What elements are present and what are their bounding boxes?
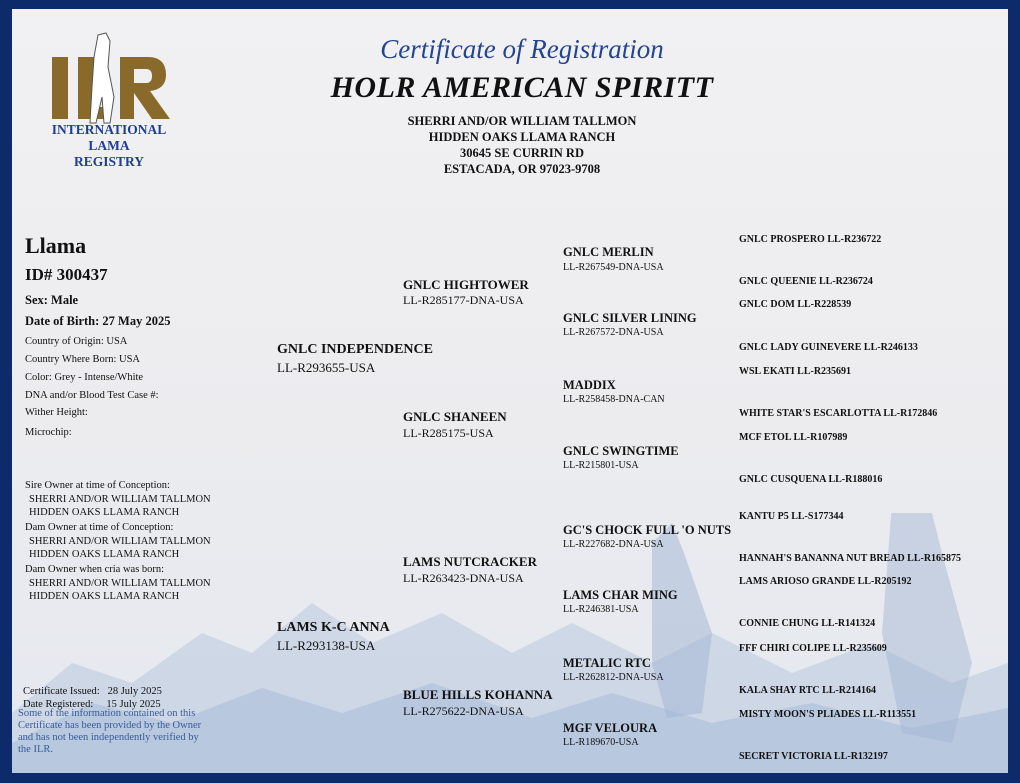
gen4-ancestor: GNLC DOM LL-R228539 bbox=[739, 299, 852, 310]
sire-reg: LL-R293655-USA bbox=[277, 360, 376, 375]
grandparent-reg: LL-R285177-DNA-USA bbox=[403, 293, 524, 307]
gen4-ancestor: WSL EKATI LL-R235691 bbox=[739, 366, 852, 377]
gen4-ancestor: MISTY MOON'S PLIADES LL-R113551 bbox=[739, 709, 917, 720]
gen4-ancestor: MCF ETOL LL-R107989 bbox=[739, 432, 848, 443]
great-grandparent-reg: LL-R246381-USA bbox=[563, 604, 639, 615]
registration-id: ID# 300437 bbox=[25, 265, 108, 284]
date-registered: Date Registered: 15 July 2025 bbox=[23, 699, 161, 710]
certificate-paper bbox=[12, 9, 1008, 773]
dob-value: 27 May 2025 bbox=[102, 314, 171, 328]
country-origin-field: Country of Origin: USA bbox=[25, 336, 128, 347]
ilr-logo-icon bbox=[38, 27, 178, 127]
dam-reg: LL-R293138-USA bbox=[277, 638, 376, 653]
great-grandparent-name: METALIC RTC bbox=[563, 656, 651, 670]
great-grandparent-name: MADDIX bbox=[563, 378, 616, 392]
logo-wordmark: INTERNATIONAL LAMA REGISTRY bbox=[51, 122, 167, 169]
dam-name: LAMS K-C ANNA bbox=[277, 620, 390, 635]
sex-field: Sex: Male bbox=[25, 293, 79, 307]
great-grandparent-name: LAMS CHAR MING bbox=[563, 588, 678, 602]
great-grandparent-name: MGF VELOURA bbox=[563, 721, 658, 735]
microchip-field: Microchip: bbox=[25, 427, 72, 438]
certificate-title: Certificate of Registration bbox=[380, 34, 664, 64]
great-grandparent-reg: LL-R215801-USA bbox=[563, 460, 639, 471]
gen4-ancestor: GNLC CUSQUENA LL-R188016 bbox=[739, 474, 883, 485]
sire-name: GNLC INDEPENDENCE bbox=[277, 342, 433, 357]
dob-field bbox=[25, 314, 170, 329]
dam-owner-value: SHERRI AND/OR WILLIAM TALLMON HIDDEN OAKS LLAMA RANCH bbox=[29, 536, 211, 560]
great-grandparent-name: GC'S CHOCK FULL 'O NUTS bbox=[563, 523, 732, 537]
great-grandparent-reg: LL-R227682-DNA-USA bbox=[563, 539, 664, 550]
verification-note: Some of the information contained on this Certificate has been provided by the Owner and has not been independently verified by the ILR. bbox=[18, 708, 202, 755]
dob-label: Date of Birth: bbox=[25, 314, 100, 328]
great-grandparent-reg: LL-R262812-DNA-USA bbox=[563, 672, 664, 683]
gen4-ancestor: KANTU P5 LL-S177344 bbox=[739, 511, 844, 522]
gen4-ancestor: HANNAH'S BANANNA NUT BREAD LL-R165875 bbox=[739, 553, 962, 564]
animal-name: HOLR AMERICAN SPIRITT bbox=[330, 71, 714, 104]
sire-owner-value: SHERRI AND/OR WILLIAM TALLMON HIDDEN OAKS LLAMA RANCH bbox=[29, 494, 211, 518]
gen4-ancestor: CONNIE CHUNG LL-R141324 bbox=[739, 618, 876, 629]
owner-address: SHERRI AND/OR WILLIAM TALLMON HIDDEN OAKS LLAMA RANCH 30645 SE CURRIN RD ESTACADA, OR 97023-9708 bbox=[407, 114, 637, 176]
great-grandparent-name: GNLC MERLIN bbox=[563, 245, 654, 259]
great-grandparent-name: GNLC SWINGTIME bbox=[563, 444, 679, 458]
gen4-ancestor: WHITE STAR'S ESCARLOTTA LL-R172846 bbox=[739, 408, 938, 419]
grandparent-name: BLUE HILLS KOHANNA bbox=[403, 687, 553, 702]
cria-owner-label: Dam Owner when cria was born: bbox=[25, 564, 165, 575]
color-field: Color: Grey - Intense/White bbox=[25, 372, 144, 383]
grandparent-reg: LL-R275622-DNA-USA bbox=[403, 704, 524, 718]
grandparent-name: LAMS NUTCRACKER bbox=[403, 554, 537, 569]
gen4-ancestor: GNLC QUEENIE LL-R236724 bbox=[739, 276, 873, 287]
gen4-ancestor: LAMS ARIOSO GRANDE LL-R205192 bbox=[739, 576, 912, 587]
grandparent-name: GNLC HIGHTOWER bbox=[403, 277, 529, 292]
wither-height-field: Wither Height: bbox=[25, 407, 88, 418]
dna-field: DNA and/or Blood Test Case #: bbox=[25, 390, 159, 401]
gen4-ancestor: GNLC PROSPERO LL-R236722 bbox=[739, 234, 882, 245]
dam-owner-label: Dam Owner at time of Conception: bbox=[25, 522, 174, 533]
grandparent-reg: LL-R263423-DNA-USA bbox=[403, 571, 524, 585]
country-born-field: Country Where Born: USA bbox=[25, 354, 141, 365]
great-grandparent-name: GNLC SILVER LINING bbox=[563, 311, 697, 325]
great-grandparent-reg: LL-R258458-DNA-CAN bbox=[563, 394, 665, 405]
great-grandparent-reg: LL-R189670-USA bbox=[563, 737, 639, 748]
grandparent-reg: LL-R285175-USA bbox=[403, 426, 494, 440]
gen4-ancestor: SECRET VICTORIA LL-R132197 bbox=[739, 751, 888, 762]
grandparent-name: GNLC SHANEEN bbox=[403, 409, 507, 424]
cria-owner-value: SHERRI AND/OR WILLIAM TALLMON HIDDEN OAKS LLAMA RANCH bbox=[29, 578, 211, 602]
great-grandparent-reg: LL-R267549-DNA-USA bbox=[563, 262, 664, 273]
great-grandparent-reg: LL-R267572-DNA-USA bbox=[563, 327, 664, 338]
species-label: Llama bbox=[25, 233, 87, 258]
gen4-ancestor: FFF CHIRI COLIPE LL-R235609 bbox=[739, 643, 887, 654]
gen4-ancestor: GNLC LADY GUINEVERE LL-R246133 bbox=[739, 342, 918, 353]
gen4-ancestor: KALA SHAY RTC LL-R214164 bbox=[739, 685, 876, 696]
sire-owner-label: Sire Owner at time of Conception: bbox=[25, 480, 170, 491]
certificate-issued: Certificate Issued: 28 July 2025 bbox=[23, 686, 162, 697]
